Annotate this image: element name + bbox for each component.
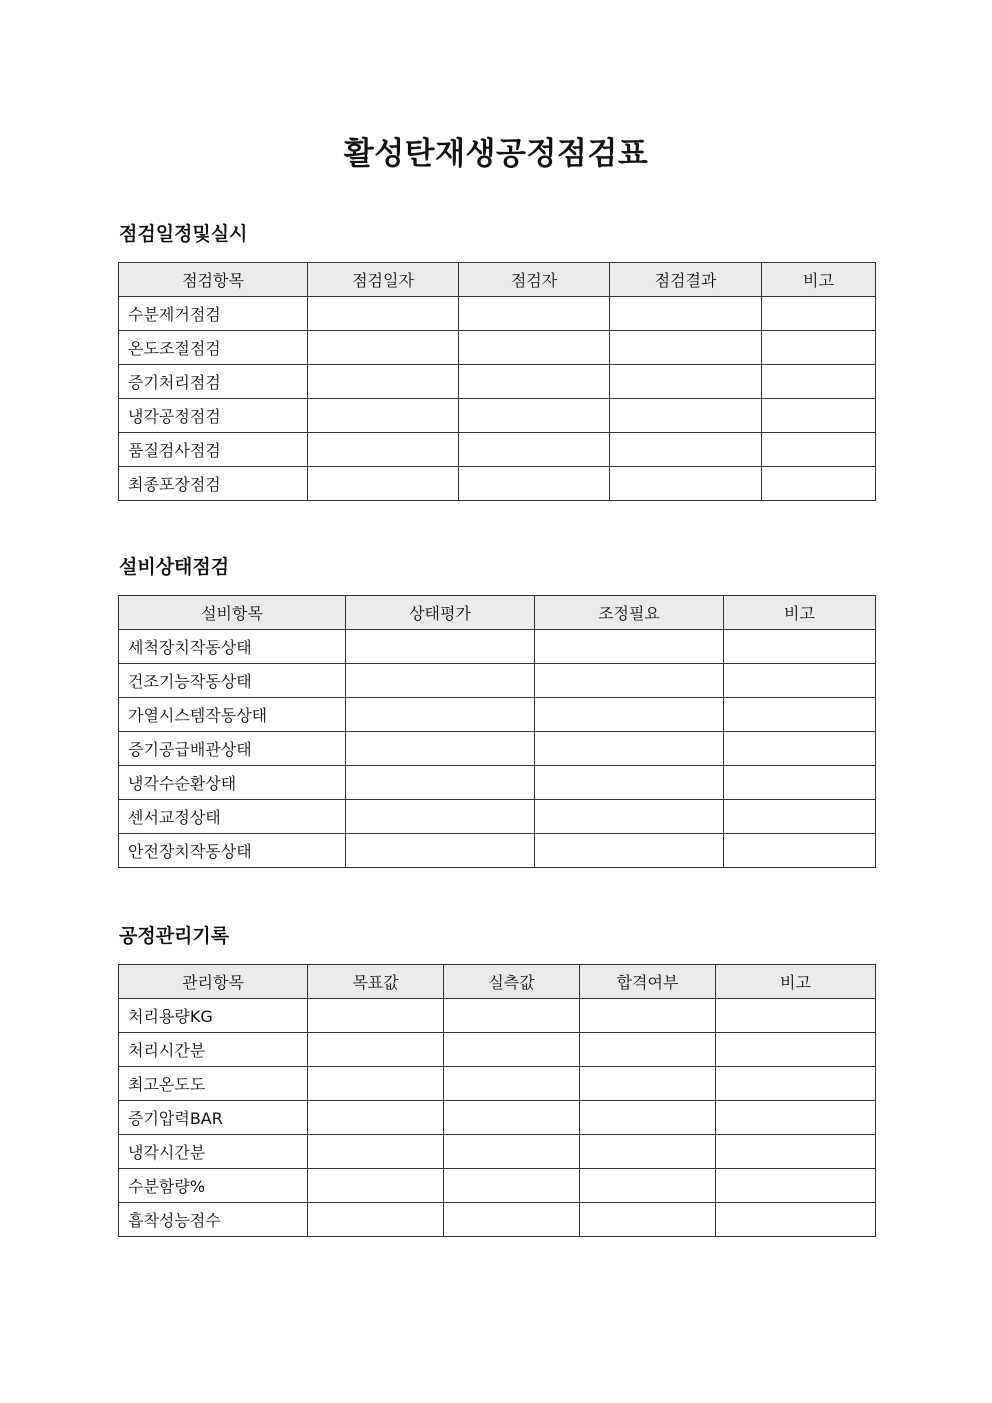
table-row [119, 1101, 876, 1135]
column-header: 비고 [724, 596, 876, 630]
blank-cell[interactable] [762, 331, 876, 365]
inspection-schedule-table [118, 262, 876, 501]
row-label: 안전장치작동상태 [119, 834, 346, 868]
row-label: 품질검사점검 [119, 433, 308, 467]
row-label: 가열시스템작동상태 [119, 698, 346, 732]
blank-cell[interactable] [308, 365, 459, 399]
blank-cell[interactable] [308, 1033, 444, 1067]
row-label: 세척장치작동상태 [119, 630, 346, 664]
row-label: 수분제거점검 [119, 297, 308, 331]
blank-cell[interactable] [724, 630, 876, 664]
row-label: 최고온도도 [119, 1067, 308, 1101]
blank-cell[interactable] [724, 800, 876, 834]
equipment-status-table [118, 595, 876, 868]
table-row [119, 698, 876, 732]
blank-cell[interactable] [459, 433, 610, 467]
column-header: 목표값 [308, 965, 444, 999]
blank-cell[interactable] [535, 732, 724, 766]
blank-cell[interactable] [308, 297, 459, 331]
table-row [119, 1033, 876, 1067]
blank-cell[interactable] [762, 467, 876, 501]
row-label: 증기처리점검 [119, 365, 308, 399]
blank-cell[interactable] [724, 664, 876, 698]
column-header: 상태평가 [346, 596, 535, 630]
blank-cell[interactable] [459, 467, 610, 501]
blank-cell[interactable] [444, 1169, 580, 1203]
column-header: 점검결과 [610, 263, 762, 297]
blank-cell[interactable] [716, 1067, 876, 1101]
table-row [119, 331, 876, 365]
column-header: 비고 [716, 965, 876, 999]
column-header: 비고 [762, 263, 876, 297]
row-label: 냉각시간분 [119, 1135, 308, 1169]
blank-cell[interactable] [762, 297, 876, 331]
blank-cell[interactable] [308, 331, 459, 365]
blank-cell[interactable] [535, 766, 724, 800]
table-row [119, 1203, 876, 1237]
table-header-row [119, 596, 876, 630]
blank-cell[interactable] [444, 1203, 580, 1237]
table-row [119, 766, 876, 800]
column-header: 조정필요 [535, 596, 724, 630]
page-title: 활성탄재생공정점검표 [343, 136, 649, 172]
blank-cell[interactable] [308, 1169, 444, 1203]
blank-cell[interactable] [580, 1101, 716, 1135]
blank-cell[interactable] [308, 1101, 444, 1135]
blank-cell[interactable] [346, 766, 535, 800]
blank-cell[interactable] [580, 1135, 716, 1169]
row-label: 냉각수순환상태 [119, 766, 346, 800]
table-header-row [119, 263, 876, 297]
blank-cell[interactable] [724, 766, 876, 800]
table-row [119, 630, 876, 664]
process-record-table [118, 964, 876, 1237]
blank-cell[interactable] [724, 732, 876, 766]
table-row [119, 433, 876, 467]
blank-cell[interactable] [610, 365, 762, 399]
blank-cell[interactable] [346, 732, 535, 766]
blank-cell[interactable] [535, 834, 724, 868]
blank-cell[interactable] [346, 698, 535, 732]
table-row [119, 664, 876, 698]
section-heading-equipment-status: 설비상태점검 [119, 556, 230, 578]
column-header: 점검일자 [308, 263, 459, 297]
column-header: 실측값 [444, 965, 580, 999]
blank-cell[interactable] [610, 331, 762, 365]
row-label: 센서교정상태 [119, 800, 346, 834]
blank-cell[interactable] [308, 433, 459, 467]
section-heading-inspection-schedule: 점검일정및실시 [119, 223, 248, 245]
table-row [119, 834, 876, 868]
table-row [119, 800, 876, 834]
row-label: 건조기능작동상태 [119, 664, 346, 698]
blank-cell[interactable] [716, 1203, 876, 1237]
row-label: 증기압력BAR [119, 1101, 308, 1135]
blank-cell[interactable] [346, 800, 535, 834]
row-label: 흡착성능점수 [119, 1203, 308, 1237]
table-row [119, 365, 876, 399]
row-label: 냉각공정점검 [119, 399, 308, 433]
blank-cell[interactable] [346, 664, 535, 698]
column-header: 합격여부 [580, 965, 716, 999]
blank-cell[interactable] [762, 399, 876, 433]
blank-cell[interactable] [535, 698, 724, 732]
blank-cell[interactable] [308, 1067, 444, 1101]
blank-cell[interactable] [346, 834, 535, 868]
blank-cell[interactable] [716, 1169, 876, 1203]
blank-cell[interactable] [535, 630, 724, 664]
blank-cell[interactable] [308, 999, 444, 1033]
blank-cell[interactable] [444, 1135, 580, 1169]
blank-cell[interactable] [444, 1101, 580, 1135]
column-header: 관리항목 [119, 965, 308, 999]
blank-cell[interactable] [346, 630, 535, 664]
blank-cell[interactable] [308, 1203, 444, 1237]
table-row [119, 732, 876, 766]
blank-cell[interactable] [308, 467, 459, 501]
table-row [119, 999, 876, 1033]
blank-cell[interactable] [610, 467, 762, 501]
table-row [119, 1169, 876, 1203]
blank-cell[interactable] [535, 800, 724, 834]
row-label: 온도조절점검 [119, 331, 308, 365]
blank-cell[interactable] [580, 1067, 716, 1101]
blank-cell[interactable] [716, 1101, 876, 1135]
blank-cell[interactable] [716, 1135, 876, 1169]
column-header: 점검자 [459, 263, 610, 297]
row-label: 처리용량KG [119, 999, 308, 1033]
table-row [119, 297, 876, 331]
row-label: 처리시간분 [119, 1033, 308, 1067]
blank-cell[interactable] [444, 1033, 580, 1067]
blank-cell[interactable] [762, 365, 876, 399]
row-label: 증기공급배관상태 [119, 732, 346, 766]
column-header: 점검항목 [119, 263, 308, 297]
table-row [119, 1135, 876, 1169]
blank-cell[interactable] [459, 331, 610, 365]
table-row [119, 399, 876, 433]
blank-cell[interactable] [535, 664, 724, 698]
blank-cell[interactable] [580, 1033, 716, 1067]
row-label: 최종포장점검 [119, 467, 308, 501]
blank-cell[interactable] [580, 1169, 716, 1203]
blank-cell[interactable] [444, 999, 580, 1033]
blank-cell[interactable] [610, 399, 762, 433]
blank-cell[interactable] [459, 365, 610, 399]
blank-cell[interactable] [724, 834, 876, 868]
blank-cell[interactable] [716, 1033, 876, 1067]
table-header-row [119, 965, 876, 999]
blank-cell[interactable] [444, 1067, 580, 1101]
table-row [119, 467, 876, 501]
blank-cell[interactable] [459, 297, 610, 331]
row-label: 수분함량% [119, 1169, 308, 1203]
blank-cell[interactable] [459, 399, 610, 433]
blank-cell[interactable] [762, 433, 876, 467]
column-header: 설비항목 [119, 596, 346, 630]
section-heading-process-record: 공정관리기록 [119, 925, 230, 947]
blank-cell[interactable] [580, 1203, 716, 1237]
blank-cell[interactable] [580, 999, 716, 1033]
table-row [119, 1067, 876, 1101]
blank-cell[interactable] [308, 1135, 444, 1169]
blank-cell[interactable] [724, 698, 876, 732]
blank-cell[interactable] [610, 297, 762, 331]
blank-cell[interactable] [716, 999, 876, 1033]
blank-cell[interactable] [308, 399, 459, 433]
blank-cell[interactable] [610, 433, 762, 467]
